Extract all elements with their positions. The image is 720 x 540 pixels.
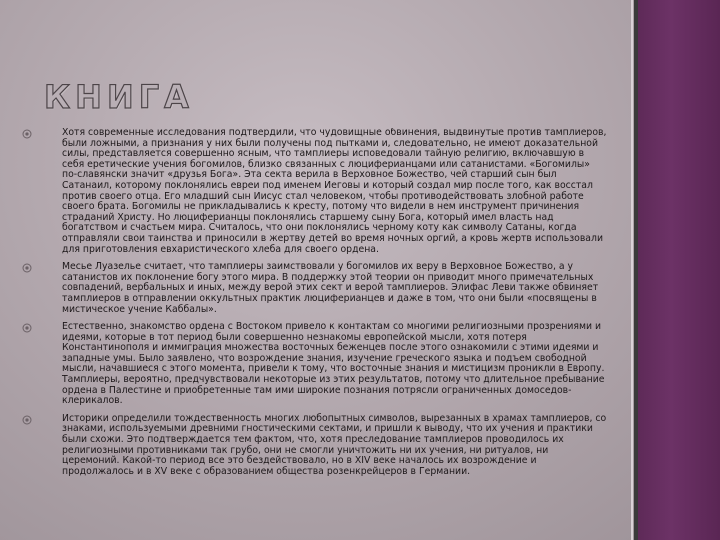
circle-bullet-icon bbox=[22, 415, 33, 426]
slide-content bbox=[22, 128, 607, 534]
bullet-item bbox=[22, 262, 607, 315]
bullet-item bbox=[22, 322, 607, 407]
circle-bullet-icon bbox=[22, 263, 33, 274]
slide-title: КНИГА bbox=[44, 78, 194, 116]
bullet-text: Историки определили тождественность многих любопытных символов, вырезанных в храмах тамплиеров, со знаками, используемыми древними гностическими сектами, и пришли к выводу, что их учения и практики были схожи. Это подтверждается тем фактом, что, хотя преследование тамплиеров проводилось их религиозными противниками так грубо, они не смогли уничтожить ни их учения, ни ритуалов, ни церемоний. Какой-то период все это бездействовало, но в XIV веке началось их возрождение и продолжалось и в XV веке с образованием общества розенкрейцеров в Германии. bbox=[62, 412, 607, 477]
bullet-text: Естественно, знакомство ордена с Востоком привело к контактам со многими религиозными прозрениями и идеями, которые в тот период были совершенно незнакомы европейской мысли, хотя потеря Константинополя и иммиграция множества восточных беженцев после этого ознакомили с этими идеями и западные умы. Было заявлено, что возрождение знания, изучение греческого языка и подъем свободной мысли, начавшиеся с этого момента, привели к тому, что восточные знания и мистицизм проникли в Европу. Тамплиеры, вероятно, предчувствовали некоторые из этих результатов, потому что длительное пребывание ордена в Палестине и приобретенные там ими широкие познания потрясли ограниченных домоседов-клерикалов. bbox=[62, 321, 605, 407]
bullet-text: Месье Луазелье считает, что тамплиеры заимствовали у богомилов их веру в Верховное Божество, а у сатанистов их поклонение богу этого мира. В поддержку этой теории он приводит много примечательных совпадений, вербальных и иных, между верой этих сект и верой тамплиеров. Элифас Леви также обвиняет тамплиеров в отправлении оккультных практик люциферианцев и даже в том, что они были «посвящены в мистическое учение Каббалы». bbox=[62, 261, 599, 315]
circle-bullet-icon bbox=[22, 323, 33, 334]
side-divider-light bbox=[631, 0, 633, 540]
bullet-text: Хотя современные исследования подтвердили, что чудовищные обвинения, выдвинутые против тамплиеров, были ложными, а признания у них были получены под пытками и, следовательно, не имеют доказательной силы, представляется совершенно ясным, что тамплиеры исповедовали тайную религию, включавшую в себя еретические учения богомилов, близко связанных с люциферианцами или сатанистами. «Богомилы» по-славянски значит «друзья Бога». Эта секта верила в Верховное Божество, чей старший сын был Сатанаил, которому поклонялись евреи под именем Иеговы и который создал мир после того, как восстал против своего отца. Его младший сын Иисус стал человеком, чтобы противодействовать злобной работе своего брата. Богомилы не прикладывались к кресту, потому что видели в нем инструмент причинения страданий Христу. Но люциферианцы поклонялись старшему сыну Бога, который имел власть над богатством и счастьем мира. Считалось, что они поклонялись черному коту как символу Сатаны, когда отправляли свои таинства и приносили в жертву детей во время ночных оргий, а кровь жертв использовали для приготовления евхаристического хлеба для своего ордена. bbox=[62, 128, 607, 255]
circle-bullet-icon bbox=[22, 129, 33, 140]
side-accent-band bbox=[638, 0, 720, 540]
bullet-item bbox=[22, 128, 607, 255]
bullet-item bbox=[22, 414, 607, 478]
